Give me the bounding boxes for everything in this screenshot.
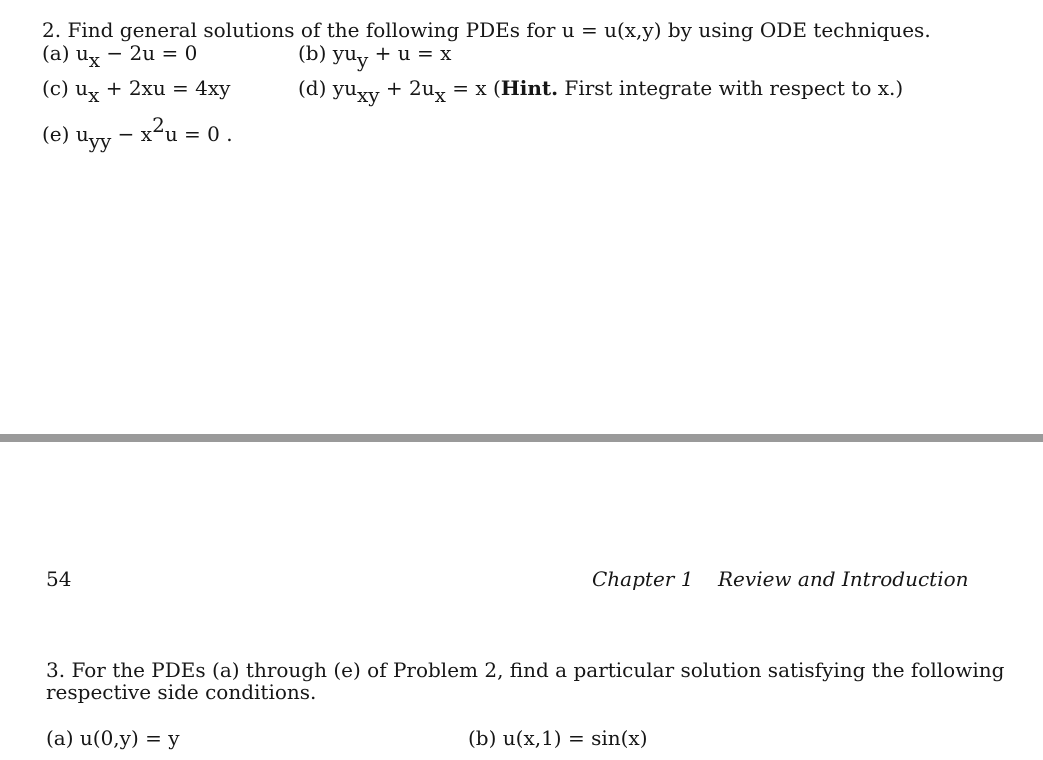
item-d-pre: yu [332,76,357,100]
problem-3-line-1 [46,660,1004,680]
item-c [42,76,231,107]
item-d-hint-text: First integrate with respect to x.) [558,76,904,100]
problem-2-heading [42,20,931,40]
item-e-u: u [75,122,89,146]
item-e [42,113,233,153]
problem-2-statement: Find general solutions of the following PDEs for u = u(x,y) by using ODE techniques. [67,18,931,42]
item-e-label: (e) [42,122,70,146]
item-c-rest: + 2xu = 4xy [99,76,231,100]
item-a-u: u [75,41,89,65]
item-d-hint-open: ( [493,76,501,100]
chapter-label: Chapter 1 [592,567,694,591]
item-d-hint-bold: Hint. [500,76,559,100]
page-divider [0,434,1043,442]
item-d-mid: + 2u [379,76,435,100]
chapter-title: Review and Introduction [718,567,969,591]
item-e-sub: yy [88,129,112,153]
item-d [298,76,904,107]
item-e-rest: u = 0 . [164,122,233,146]
item-b-pre: yu [332,41,357,65]
item-c-label: (c) [42,76,69,100]
item-e-sup: 2 [152,113,165,137]
item-c-u: u [75,76,89,100]
item-d-sub: xy [356,83,380,107]
item-b [298,41,452,72]
item-a-rest: − 2u = 0 [100,41,198,65]
item-a-sub: x [88,48,101,72]
item-d-label: (d) [298,76,327,100]
item-e-mid: − x [111,122,153,146]
item-c-sub: x [88,83,100,107]
item-d-rest: = x [445,76,494,100]
item-a [42,41,198,72]
problem-3-text-1: For the PDEs (a) through (e) of Problem 2, find a particular solution satisfying the following [71,658,1005,682]
item-a-label: (a) [42,41,70,65]
problem-3-line-2: respective side conditions. [46,680,317,704]
item-d-sub2: x [434,83,446,107]
problem-3-number: 3. [46,658,66,682]
item-b-label: (b) [298,41,327,65]
page-number: 54 [46,567,72,591]
condition-a: (a) u(0,y) = y [46,726,180,750]
item-b-sub: y [356,48,369,72]
condition-b: (b) u(x,1) = sin(x) [468,726,648,750]
item-b-rest: + u = x [368,41,452,65]
problem-2-number: 2. [42,18,62,42]
